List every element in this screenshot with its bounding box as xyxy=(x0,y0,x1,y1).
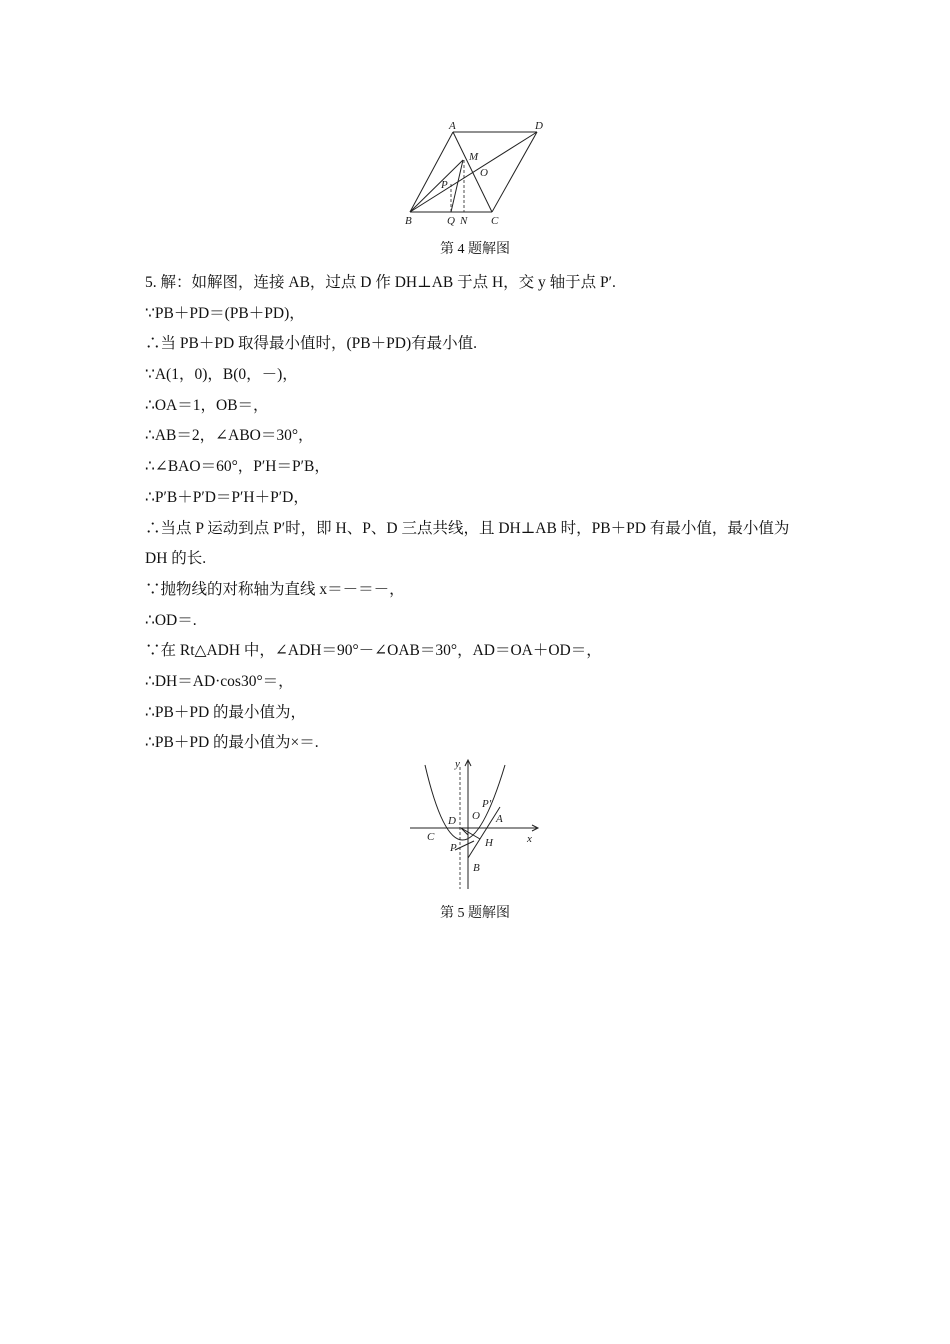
solution-line-10: ∵抛物线的对称轴为直线 x＝－＝－， xyxy=(145,580,405,598)
label-B: B xyxy=(473,862,480,874)
solution-line-15: ∴PB＋PD 的最小值为×＝. xyxy=(145,734,319,752)
solution-line-9: ∴当点 P 运动到点 P′时，即 H、P、D 三点共线，且 DH⊥AB 时，PB＋PD 有最小值，最小值为 DH 的长. xyxy=(145,519,790,568)
label-H: H xyxy=(485,837,493,849)
solution-line-2: ∵PB＋PD＝(PB＋PD)， xyxy=(145,304,305,322)
label-C: C xyxy=(491,215,499,227)
label-P: P xyxy=(450,842,457,854)
label-O: O xyxy=(480,167,488,179)
label-A: A xyxy=(496,813,503,825)
figure-5-diagram xyxy=(405,755,545,893)
solution-line-13: ∴DH＝AD·cos30°＝， xyxy=(145,672,294,690)
solution-line-6: ∴AB＝2，∠ABO＝30°， xyxy=(145,427,314,445)
label-D: D xyxy=(535,120,543,132)
label-D: D xyxy=(448,815,456,827)
solution-line-3: ∴当 PB＋PD 取得最小值时，(PB＋PD)有最小值. xyxy=(145,335,477,353)
solution-line-5: ∴OA＝1，OB＝， xyxy=(145,396,269,414)
solution-line-12: ∵在 Rt△ADH 中，∠ADH＝90°－∠OAB＝30°，AD＝OA＋OD＝， xyxy=(145,642,602,660)
label-Q: Q xyxy=(447,215,455,227)
label-P-prime: P′ xyxy=(482,798,492,810)
solution-line-14: ∴PB＋PD 的最小值为， xyxy=(145,703,307,721)
label-P: P xyxy=(441,179,448,191)
solution-line-7: ∴∠BAO＝60°，P′H＝P′B， xyxy=(145,458,330,476)
label-N: N xyxy=(460,215,468,227)
solution-line-11: ∴OD＝. xyxy=(145,611,197,629)
label-x: x xyxy=(527,833,532,845)
label-y: y xyxy=(455,758,460,770)
label-O: O xyxy=(472,810,480,822)
solution-line-1: 5. 解：如解图，连接 AB，过点 D 作 DH⊥AB 于点 H，交 y 轴于点 P′. xyxy=(145,274,616,291)
figure-4-diagram xyxy=(395,118,560,230)
figure-4-caption: 第 4 题解图 xyxy=(440,242,510,257)
solution-line-4: ∵A(1，0)，B(0，－)， xyxy=(145,366,298,384)
figure-5-caption: 第 5 题解图 xyxy=(440,906,510,921)
figure-4-parallelogram xyxy=(395,118,560,230)
label-C: C xyxy=(427,831,435,843)
solution-text xyxy=(145,268,810,759)
label-M: M xyxy=(469,151,479,163)
figure-5-parabola xyxy=(405,755,545,893)
label-A: A xyxy=(449,120,456,132)
label-B: B xyxy=(405,215,412,227)
solution-line-8: ∴P′B＋P′D＝P′H＋P′D， xyxy=(145,488,309,506)
